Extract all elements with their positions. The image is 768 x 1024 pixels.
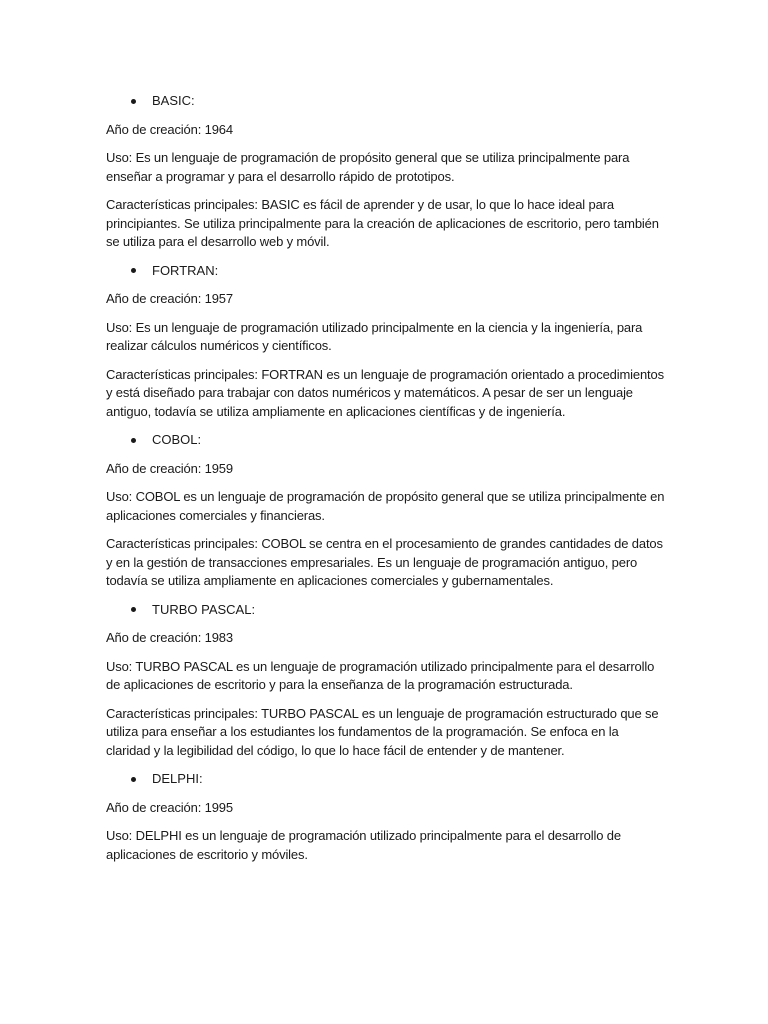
creation-year: Año de creación: 1959: [106, 460, 233, 476]
section-cobol: [106, 431, 666, 591]
usage-paragraph: Uso: TURBO PASCAL es un lenguaje de programación utilizado principalmente para el desarrollo de aplicaciones de escritorio y para la enseñanza de la programación estructurada.: [106, 658, 655, 692]
heading-text: BASIC:: [152, 93, 195, 108]
heading-text: COBOL:: [152, 432, 202, 447]
creation-year: Año de creación: 1964: [106, 121, 233, 137]
usage-paragraph: Uso: DELPHI es un lenguaje de programación utilizado principalmente para el desarrollo de aplicaciones de escritorio y móviles.: [106, 828, 621, 862]
section-fortran: [106, 262, 666, 422]
features-paragraph: Características principales: FORTRAN es un lenguaje de programación orientado a procedimientos y está diseñado para trabajar con datos numéricos y matemáticos. A pesar de ser un lenguaje antiguo, todavía se utiliza ampliamente en aplicaciones científicas y de ingeniería.: [106, 366, 664, 419]
creation-year: Año de creación: 1957: [106, 291, 233, 306]
bullet-icon: [131, 268, 136, 273]
section-heading: [106, 601, 666, 620]
heading-text: TURBO PASCAL:: [152, 601, 256, 617]
creation-year: Año de creación: 1983: [106, 630, 233, 645]
section-heading: [106, 92, 666, 111]
section-heading: [106, 262, 666, 281]
features-paragraph: Características principales: BASIC es fácil de aprender y de usar, lo que lo hace ideal para principiantes. Se utiliza principalmente para la creación de aplicaciones de escritorio, pero también se utiliza para el desarrollo web y móvil.: [106, 197, 659, 249]
bullet-icon: [131, 438, 136, 443]
heading-text: FORTRAN:: [152, 262, 219, 278]
features-paragraph: Características principales: TURBO PASCAL es un lenguaje de programación estructurado que se utiliza para enseñar a los estudiantes los fundamentos de la programación. Se enfoca en la claridad y la legibilidad del código, lo que lo hace fácil de entender y de mantener.: [106, 705, 659, 758]
bullet-icon: [131, 99, 136, 104]
section-basic: [106, 92, 666, 252]
document-page: [106, 92, 666, 874]
bullet-icon: [131, 607, 136, 612]
usage-paragraph: Uso: Es un lenguaje de programación de propósito general que se utiliza principalmente para enseñar a programar y para el desarrollo rápido de prototipos.: [106, 150, 630, 184]
features-paragraph: Características principales: COBOL se centra en el procesamiento de grandes cantidades de datos y en la gestión de transacciones empresariales. Es un lenguaje de programación antiguo, pero todavía se utiliza ampliamente en aplicaciones comerciales y gubernamentales.: [106, 536, 663, 588]
creation-year: Año de creación: 1995: [106, 799, 233, 815]
section-turbo-pascal: [106, 601, 666, 761]
bullet-icon: [131, 777, 136, 782]
usage-paragraph: Uso: Es un lenguaje de programación utilizado principalmente en la ciencia y la ingeniería, para realizar cálculos numéricos y científicos.: [106, 319, 643, 353]
usage-paragraph: Uso: COBOL es un lenguaje de programación de propósito general que se utiliza principalmente en aplicaciones comerciales y financieras.: [106, 489, 665, 523]
section-delphi: [106, 770, 666, 864]
section-heading: [106, 431, 666, 450]
section-heading: [106, 770, 666, 789]
heading-text: DELPHI:: [152, 771, 203, 786]
